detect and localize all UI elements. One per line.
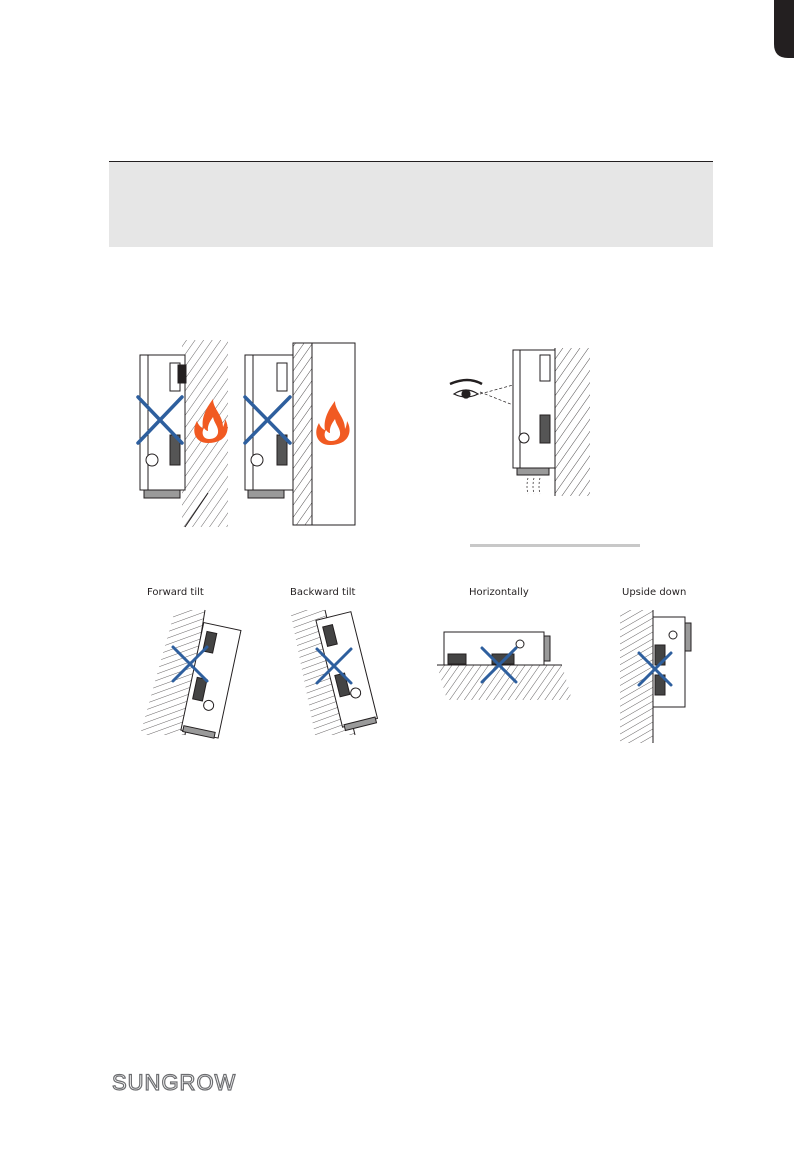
eye-icon xyxy=(450,380,482,398)
forward-tilt-figure xyxy=(135,605,245,740)
eye-level-figure xyxy=(440,340,650,555)
flammable-wall-figure xyxy=(130,335,370,535)
upside-down-figure xyxy=(615,605,705,745)
sungrow-logo xyxy=(112,1070,262,1099)
svg-text:SUNGROW: SUNGROW xyxy=(112,1070,237,1094)
caption-horizontally: Horizontally xyxy=(469,587,529,598)
page-tab-marker xyxy=(768,0,794,60)
caption-upside-down: Upside down xyxy=(622,587,687,598)
note-box xyxy=(109,161,713,247)
inverter-right xyxy=(245,355,293,498)
inverter-left xyxy=(140,355,186,498)
horizontal-figure xyxy=(432,620,577,705)
caption-forward-tilt: Forward tilt xyxy=(147,587,204,598)
inverter xyxy=(513,350,555,475)
backward-tilt-figure xyxy=(285,605,395,740)
caption-backward-tilt: Backward tilt xyxy=(290,587,356,598)
